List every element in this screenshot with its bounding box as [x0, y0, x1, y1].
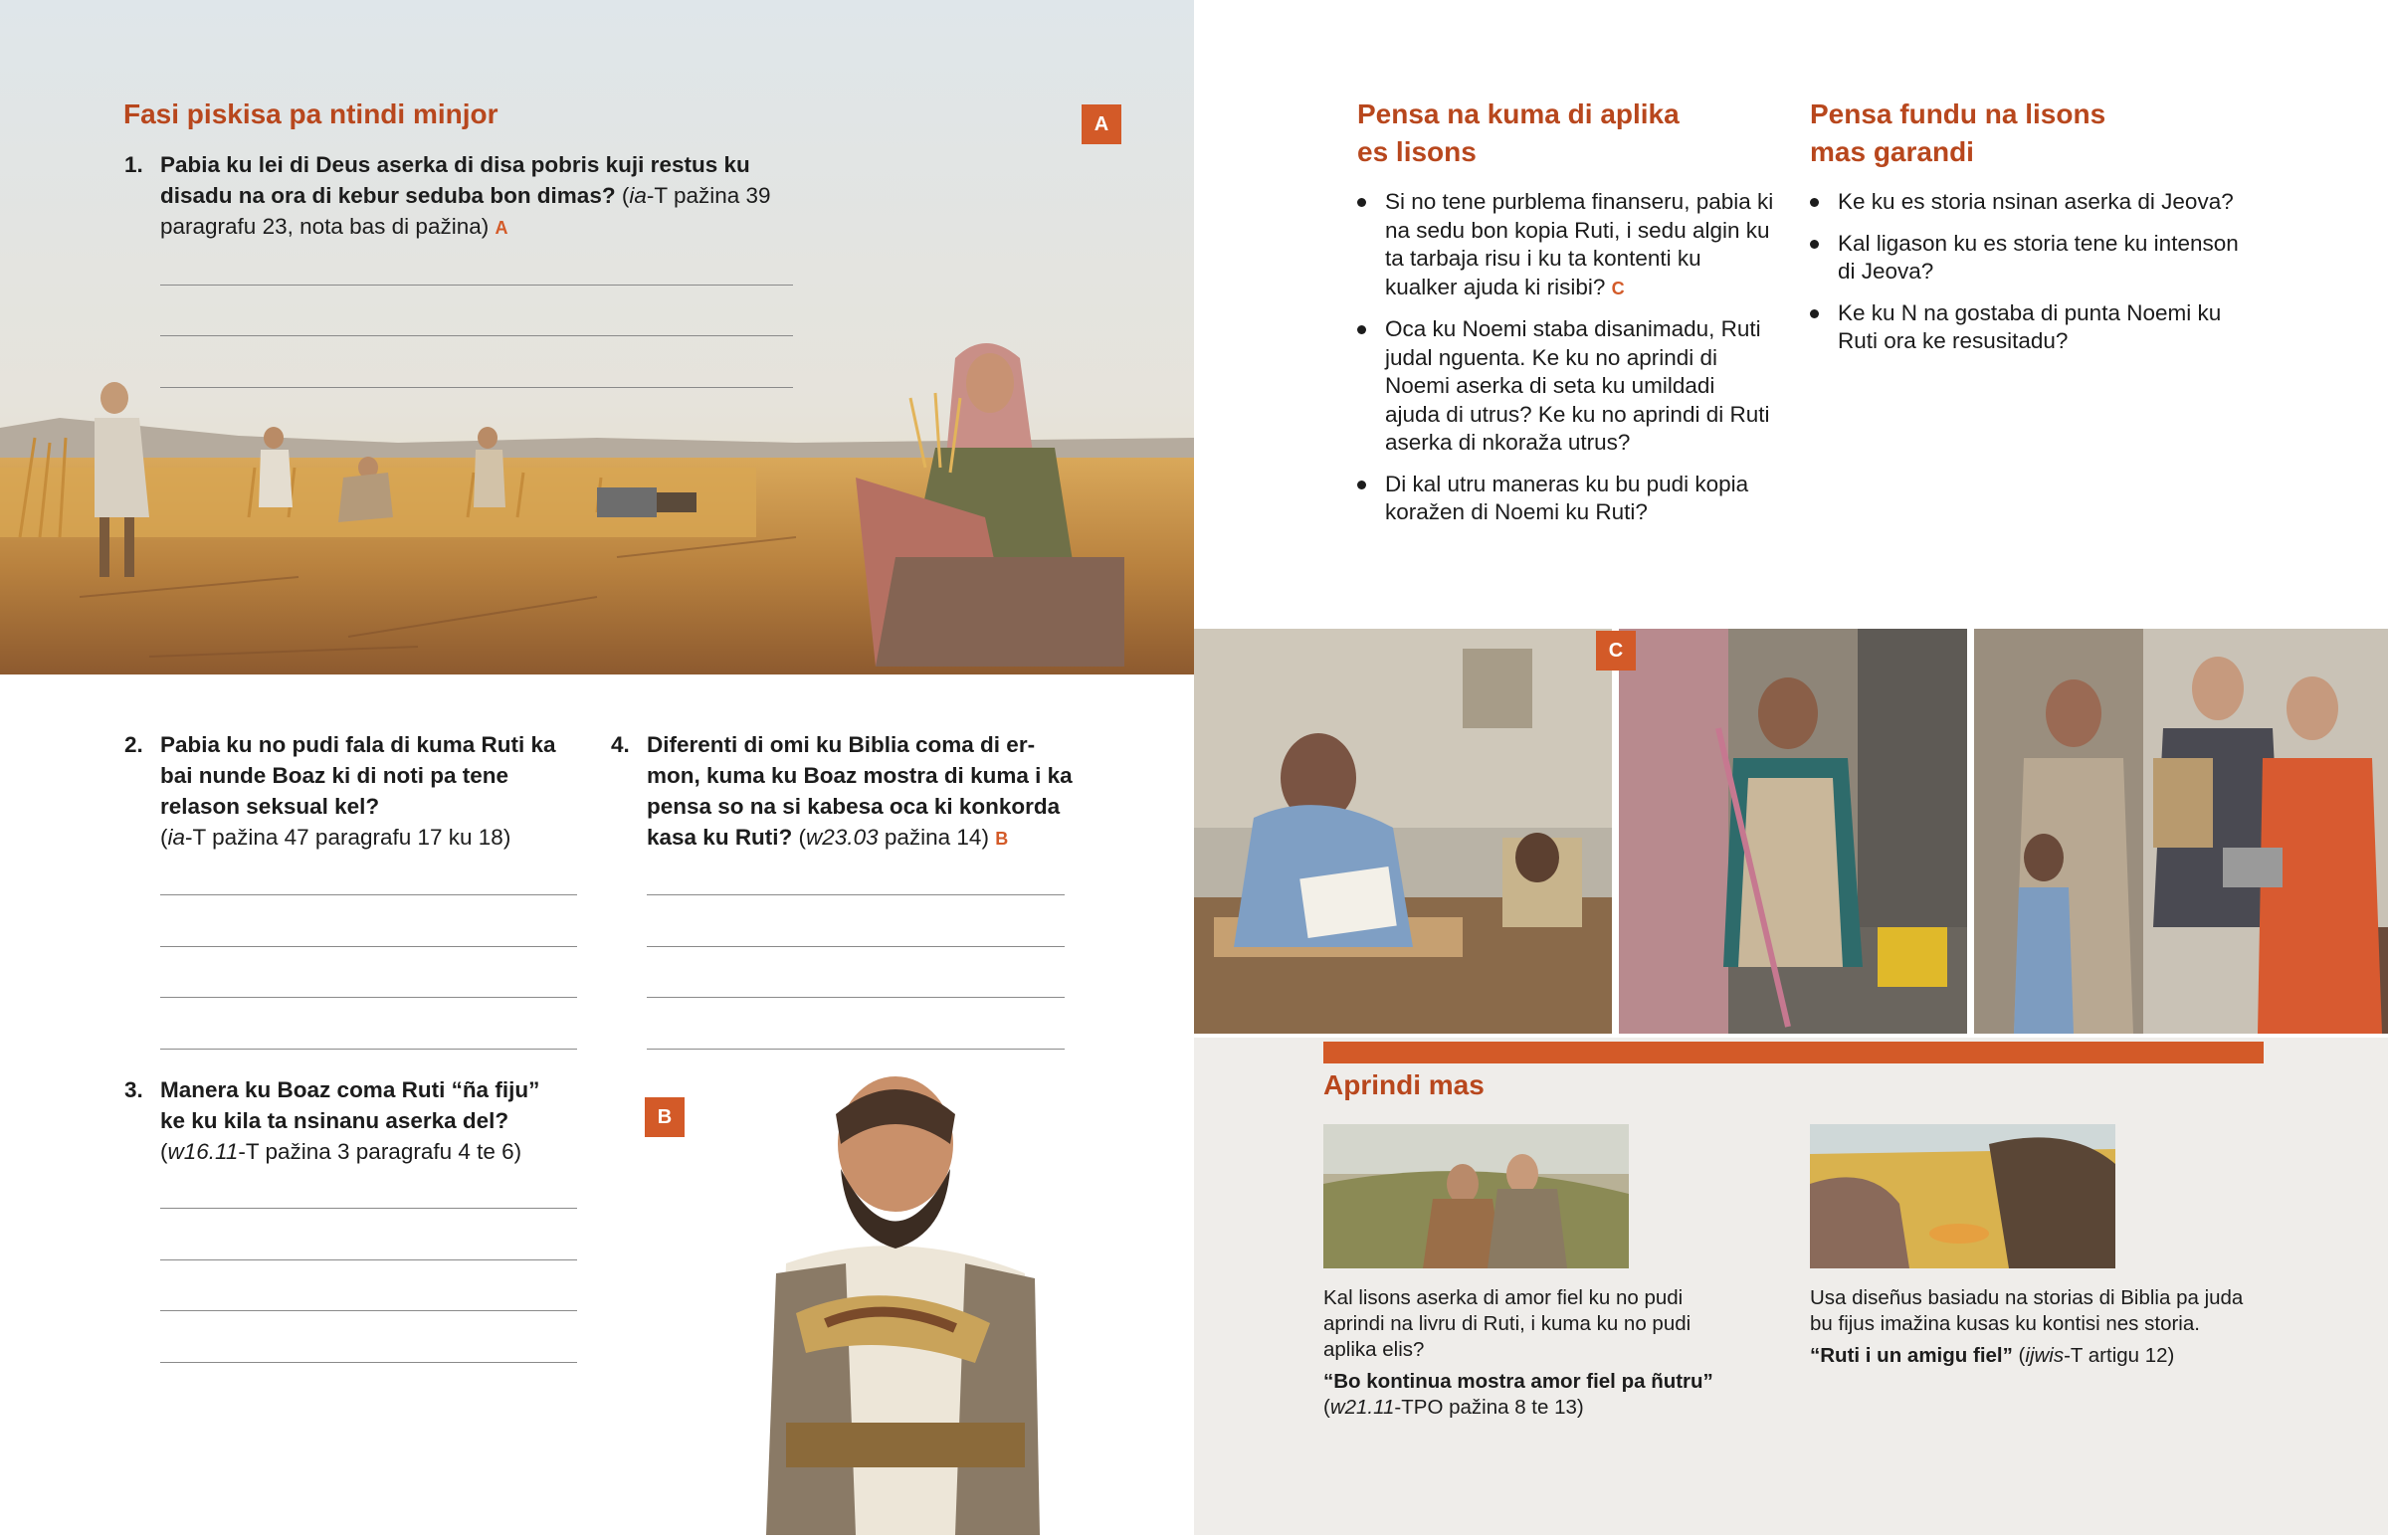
- learn-more-item-2-description: Usa diseñus basiadu na storias di Biblia pa juda bu fijus imažina kusas ku kontisi nes storia.: [1810, 1286, 2244, 1335]
- answer-line[interactable]: [160, 997, 577, 998]
- list-item: Si no tene purblema finanseru, pabia ki na sedu bon kopia Ruti, i sedu algin ku ta tarbaja risu i ku ta kontenti ku kualker ajuda ki risibi? C: [1357, 188, 1775, 302]
- apply-lessons-title: Pensa na kuma di aplika es lisons: [1357, 98, 1680, 167]
- question-4-text: Diferenti di omi ku Biblia coma di ermon, kuma ku Boaz mostra di kuma i ka pensa so na si kabesa oca ki konkorda kasa ku Ruti?: [647, 732, 1073, 850]
- question-3-number: 3.: [124, 1077, 143, 1102]
- list-item: Di kal utru maneras ku bu pudi kopia koražen di Noemi ku Ruti?: [1357, 471, 1775, 527]
- boaz-holding-sandal-illustration: [736, 1074, 1065, 1535]
- learn-more-item-1: Kal lisons aserka di amor fiel ku no pudi aprindi na livru di Ruti, i kuma ku no pudi aplika elis? “Bo kontinua mostra amor fiel pa ñutru” (w21.11-TPO pažina 8 te 13): [1323, 1285, 1721, 1421]
- answer-line[interactable]: [160, 1310, 577, 1311]
- photo-strip: [1194, 629, 2388, 1034]
- question-4: 4. Diferenti di omi ku Biblia coma di ermon, kuma ku Boaz mostra di kuma i ka pensa so na si kabesa oca ki konkorda kasa ku Ruti? (w23.03 pažina 14) B: [647, 729, 1075, 855]
- answer-line[interactable]: [160, 1049, 577, 1050]
- question-1-marker-a: A: [495, 218, 508, 238]
- question-4-reference: pažina 14): [878, 825, 989, 850]
- photo-woman-reviewing-bills: [1194, 629, 1612, 1034]
- marker-c: C: [1611, 278, 1625, 298]
- badge-b: B: [645, 1097, 685, 1137]
- learn-more-thumbnail-1[interactable]: [1323, 1124, 1629, 1268]
- question-1-number: 1.: [124, 152, 143, 177]
- photo-woman-mopping-floor: [1619, 629, 1967, 1034]
- learn-more-item-1-reference: -TPO pažina 8 te 13): [1394, 1396, 1584, 1419]
- answer-line[interactable]: [160, 335, 793, 336]
- deeper-lessons-list: [1810, 188, 2248, 369]
- badge-a: A: [1082, 104, 1121, 144]
- answer-line[interactable]: [647, 946, 1065, 947]
- list-item: Kal ligason ku es storia tene ku intenson di Jeova?: [1810, 230, 2248, 287]
- question-1: 1. Pabia ku lei di Deus aserka di disa pobris kuji restus ku disadu na ora di kebur seduba bon dimas? (ia-T pažina 39 paragrafu 23, nota bas di pažina) A: [160, 149, 797, 244]
- question-3-reference: -T pažina 3 paragrafu 4 te 6): [238, 1139, 522, 1164]
- question-4-marker-b: B: [995, 829, 1009, 849]
- question-3: 3. Manera ku Boaz coma Ruti “ña fiju” ke ku kila ta nsinanu aserka del? (w16.11-T pažina 3 paragrafu 4 te 6): [160, 1074, 558, 1167]
- learn-more-item-2: Usa diseñus basiadu na storias di Biblia pa juda bu fijus imažina kusas ku kontisi nes storia. “Ruti i un amigu fiel” (ijwis-T artigu 12): [1810, 1285, 2258, 1369]
- answer-line[interactable]: [647, 997, 1065, 998]
- answer-line[interactable]: [160, 387, 793, 388]
- question-4-number: 4.: [611, 732, 630, 757]
- question-1-text: Pabia ku lei di Deus aserka di disa pobris kuji restus ku disadu na ora di kebur seduba bon dimas?: [160, 152, 750, 208]
- learn-more-item-1-link[interactable]: “Bo kontinua mostra amor fiel pa ñutru”: [1323, 1370, 1713, 1393]
- answer-line[interactable]: [160, 1362, 577, 1363]
- section-title-main: Fasi piskisa pa ntindi minjor: [123, 98, 498, 129]
- question-2-text: Pabia ku no pudi fala di kuma Ruti ka bai nunde Boaz ki di noti pa tene relason seksual kel?: [160, 732, 556, 819]
- learn-more-item-2-link[interactable]: “Ruti i un amigu fiel”: [1810, 1344, 2013, 1367]
- question-2: 2. Pabia ku no pudi fala di kuma Ruti ka bai nunde Boaz ki di noti pa tene relason seksual kel? (ia-T pažina 47 paragrafu 17 ku 18): [160, 729, 558, 853]
- answer-line[interactable]: [160, 285, 793, 286]
- answer-line[interactable]: [160, 1208, 577, 1209]
- badge-c: C: [1596, 631, 1636, 671]
- learn-more-title: Aprindi mas: [1323, 1069, 1485, 1100]
- answer-line[interactable]: [647, 1049, 1065, 1050]
- learn-more-item-2-reference: -T artigu 12): [2064, 1344, 2175, 1367]
- deeper-lessons-title: Pensa fundu na lisons mas garandi: [1810, 98, 2106, 167]
- apply-lessons-list: [1357, 188, 1775, 540]
- learn-more-item-1-description: Kal lisons aserka di amor fiel ku no pudi aprindi na livru di Ruti, i kuma ku no pudi aplika elis?: [1323, 1286, 1692, 1361]
- list-item: Oca ku Noemi staba disanimadu, Ruti judal nguenta. Ke ku no aprindi di Noemi aserka di seta ku umildadi ajuda di utrus? Ke ku no aprindi di Ruti aserka di nkoraža utrus?: [1357, 315, 1775, 458]
- answer-line[interactable]: [160, 946, 577, 947]
- question-2-number: 2.: [124, 732, 143, 757]
- answer-line[interactable]: [160, 894, 577, 895]
- answer-line[interactable]: [647, 894, 1065, 895]
- list-item: Ke ku N na gostaba di punta Noemi ku Ruti ora ke resusitadu?: [1810, 299, 2248, 356]
- question-2-reference: -T pažina 47 paragrafu 17 ku 18): [185, 825, 511, 850]
- answer-line[interactable]: [160, 1259, 577, 1260]
- learn-more-thumbnail-2[interactable]: [1810, 1124, 2115, 1268]
- question-1-reference: -T pažina 39 paragrafu 23, nota bas di pažina): [160, 183, 771, 239]
- photo-neighbors-bringing-groceries: [1974, 629, 2388, 1034]
- list-item: Ke ku es storia nsinan aserka di Jeova?: [1810, 188, 2248, 217]
- learn-more-orange-bar: [1323, 1042, 2264, 1063]
- question-3-text: Manera ku Boaz coma Ruti “ña fiju” ke ku kila ta nsinanu aserka del?: [160, 1077, 540, 1133]
